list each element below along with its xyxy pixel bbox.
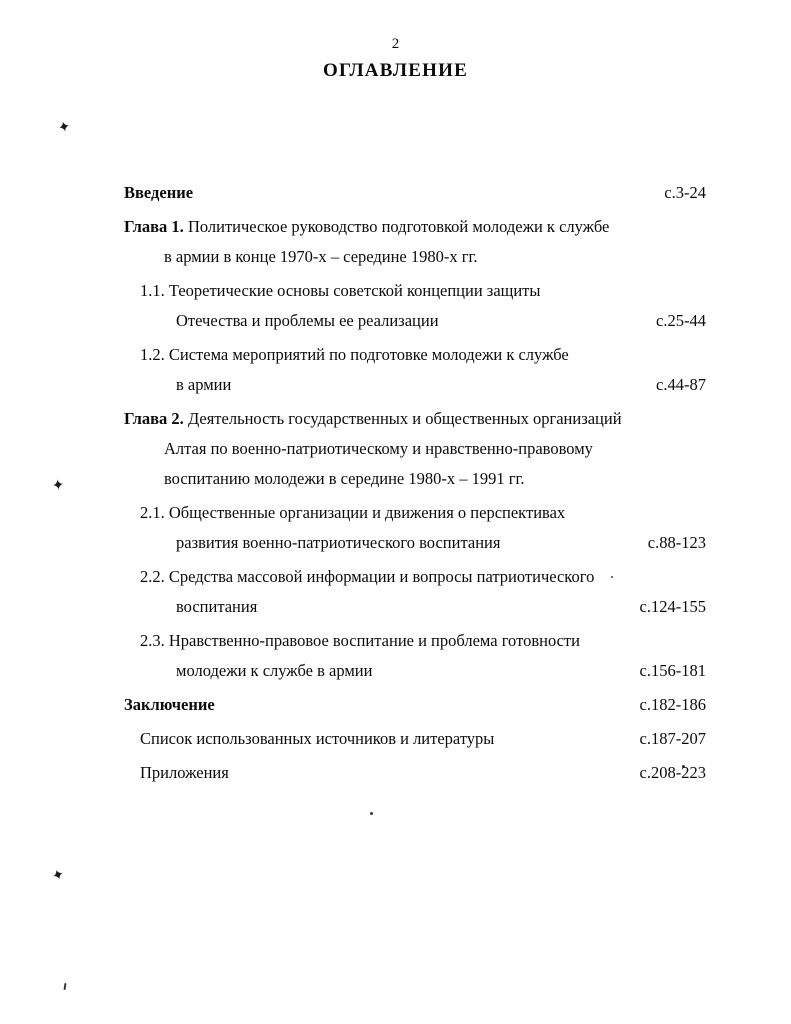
toc-entry-text: Алтая по военно-патриотическому и нравственно-правовому: [164, 439, 593, 458]
page-title: ОГЛАВЛЕНИЕ: [323, 60, 468, 81]
toc-entry-text: Введение: [124, 183, 194, 202]
toc-entry[interactable]: [124, 626, 706, 686]
toc-entry-line: [124, 464, 706, 494]
toc-entry[interactable]: [124, 178, 706, 208]
toc-entry-text: 2.2. Средства массовой информации и вопросы патриотического: [140, 567, 595, 586]
margin-mark-icon: ✦: [55, 116, 73, 138]
toc-entry[interactable]: [124, 690, 706, 720]
toc-entry-line: [124, 242, 706, 272]
toc-entry-line: [124, 404, 706, 434]
toc-entry-pages: с.124-155: [639, 597, 706, 616]
toc-entry-line: [124, 370, 706, 400]
toc-entry-chapter-label: Глава 2.: [124, 409, 184, 428]
toc-entry-text: Отечества и проблемы ее реализации: [176, 311, 439, 330]
toc-entry-pages: с.88-123: [647, 533, 706, 552]
toc-entry-line: [124, 562, 706, 592]
toc-entry-text: Приложения: [140, 763, 229, 782]
scan-speck: [370, 812, 373, 815]
toc-entry-line: [124, 434, 706, 464]
toc-entry-pages: с.208-223: [639, 763, 706, 782]
toc-entry-line: [124, 626, 706, 656]
toc-entry-line: [124, 276, 706, 306]
toc-entry-text: воспитания: [176, 597, 258, 616]
toc-entry-text: Список использованных источников и литературы: [140, 729, 495, 748]
toc-entry[interactable]: [124, 404, 706, 494]
page-number: 2: [391, 36, 400, 52]
toc-entry-pages: с.187-207: [639, 729, 706, 748]
toc-entry-line: [124, 724, 706, 754]
toc-entry-line: [124, 528, 706, 558]
toc-entry-text: 1.1. Теоретические основы советской концепции защиты: [140, 281, 541, 300]
toc-entry-chapter-label: Глава 1.: [124, 217, 184, 236]
toc-entry-line: [124, 212, 706, 242]
toc-entry-text: развития военно-патриотического воспитания: [176, 533, 501, 552]
toc-entry-line: [124, 178, 706, 208]
toc-entry-line: [124, 656, 706, 686]
toc-entry[interactable]: [124, 562, 706, 622]
toc-entry-text: молодежи к службе в армии: [176, 661, 373, 680]
toc-entry[interactable]: [124, 724, 706, 754]
toc-entry-text: Глава 1. Политическое руководство подготовкой молодежи к службе: [124, 217, 610, 236]
margin-mark-icon: ✦: [50, 475, 66, 495]
toc-entry-text: 2.1. Общественные организации и движения о перспективах: [140, 503, 566, 522]
toc-entry[interactable]: [124, 276, 706, 336]
toc-entry-pages: с.25-44: [656, 311, 706, 330]
toc-entry[interactable]: [124, 212, 706, 272]
toc-entry-pages: с.156-181: [639, 661, 706, 680]
toc-entry-text: в армии в конце 1970-х – середине 1980-х гг.: [164, 247, 478, 266]
margin-mark-icon: ✦: [49, 864, 68, 886]
toc-entry-line: [124, 306, 706, 336]
toc-entry-text: 1.2. Система мероприятий по подготовке молодежи к службе: [140, 345, 569, 364]
toc-entry-line: [124, 758, 706, 788]
toc-entry[interactable]: [124, 758, 706, 788]
toc-entry[interactable]: [124, 340, 706, 400]
toc-entry-line: [124, 690, 706, 720]
toc-entry-pages: с.44-87: [656, 375, 706, 394]
toc-entry[interactable]: [124, 498, 706, 558]
toc-entry-text: Глава 2. Деятельность государственных и общественных организаций: [124, 409, 622, 428]
toc-entry-line: [124, 498, 706, 528]
toc-entry-text: 2.3. Нравственно-правовое воспитание и проблема готовности: [140, 631, 580, 650]
toc-entry-line: [124, 340, 706, 370]
toc-entry-text: в армии: [176, 375, 232, 394]
toc-entry-text: воспитанию молодежи в середине 1980-х – 1991 гг.: [164, 469, 525, 488]
toc-entry-pages: с.3-24: [664, 183, 706, 202]
toc-entry-line: [124, 592, 706, 622]
toc-entry-pages: с.182-186: [639, 695, 706, 714]
table-of-contents: [124, 178, 706, 792]
scan-speck: [64, 983, 67, 990]
toc-entry-text: Заключение: [124, 695, 215, 714]
